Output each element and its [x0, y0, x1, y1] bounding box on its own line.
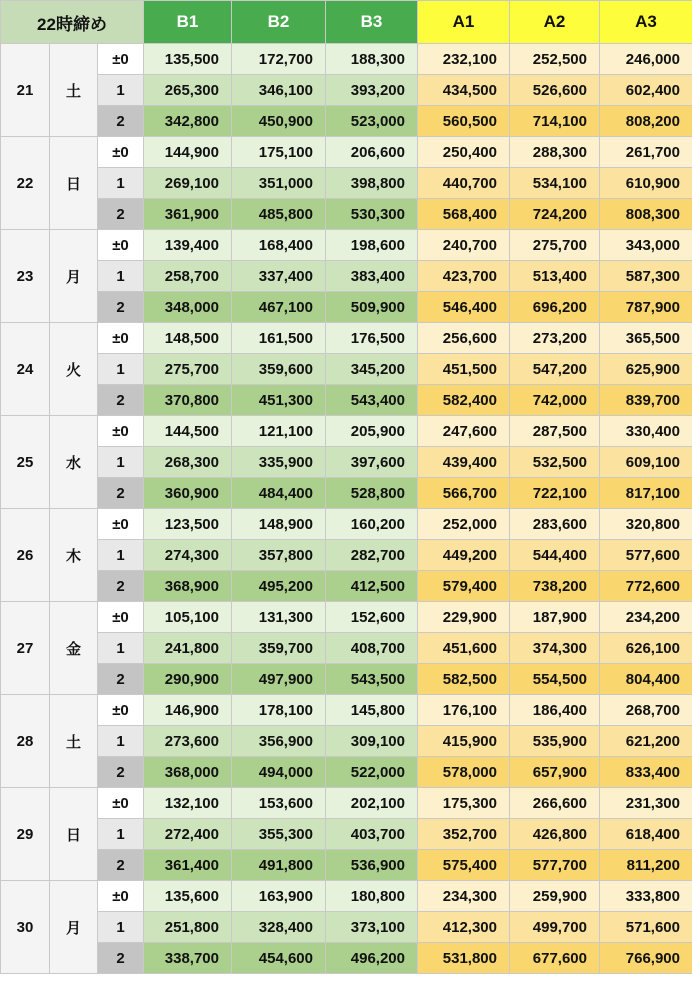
price-cell-a2[interactable]: 275,700 — [510, 230, 600, 261]
price-cell-b2[interactable]: 359,600 — [232, 354, 326, 385]
price-cell-a1[interactable]: 412,300 — [418, 912, 510, 943]
price-cell-a1[interactable]: 415,900 — [418, 726, 510, 757]
price-cell-b2[interactable]: 497,900 — [232, 664, 326, 695]
price-cell-b2[interactable]: 467,100 — [232, 292, 326, 323]
price-cell-b3[interactable]: 206,600 — [326, 137, 418, 168]
price-cell-b2[interactable]: 153,600 — [232, 788, 326, 819]
price-cell-b3[interactable]: 202,100 — [326, 788, 418, 819]
price-cell-a1[interactable]: 252,000 — [418, 509, 510, 540]
price-cell-b1[interactable]: 132,100 — [144, 788, 232, 819]
day-number-cell[interactable]: 21 — [1, 44, 50, 137]
level-cell[interactable]: ±0 — [98, 788, 144, 819]
level-cell[interactable]: ±0 — [98, 137, 144, 168]
table-row — [1, 943, 692, 974]
price-cell-b3[interactable]: 398,800 — [326, 168, 418, 199]
table-row — [1, 168, 692, 199]
level-cell[interactable]: ±0 — [98, 230, 144, 261]
price-cell-a2[interactable]: 532,500 — [510, 447, 600, 478]
price-cell-a2[interactable]: 554,500 — [510, 664, 600, 695]
price-cell-b3[interactable]: 523,000 — [326, 106, 418, 137]
price-cell-a2[interactable]: 426,800 — [510, 819, 600, 850]
column-header-b3[interactable]: B3 — [326, 1, 418, 44]
price-cell-a1[interactable]: 232,100 — [418, 44, 510, 75]
price-cell-a2[interactable]: 544,400 — [510, 540, 600, 571]
price-cell-a2[interactable]: 738,200 — [510, 571, 600, 602]
level-cell[interactable]: 1 — [98, 633, 144, 664]
price-cell-b3[interactable]: 205,900 — [326, 416, 418, 447]
price-cell-b3[interactable]: 536,900 — [326, 850, 418, 881]
price-cell-b2[interactable]: 491,800 — [232, 850, 326, 881]
day-number-cell[interactable]: 30 — [1, 881, 50, 974]
price-cell-b1[interactable]: 348,000 — [144, 292, 232, 323]
table-row — [1, 819, 692, 850]
price-cell-a2[interactable]: 186,400 — [510, 695, 600, 726]
price-cell-b2[interactable]: 454,600 — [232, 943, 326, 974]
table-row — [1, 633, 692, 664]
column-header-a3[interactable]: A3 — [600, 1, 692, 44]
table-row — [1, 788, 692, 819]
level-cell[interactable]: 1 — [98, 261, 144, 292]
price-cell-a3[interactable]: 610,900 — [600, 168, 692, 199]
price-cell-b3[interactable]: 530,300 — [326, 199, 418, 230]
price-cell-b2[interactable]: 351,000 — [232, 168, 326, 199]
price-cell-b1[interactable]: 123,500 — [144, 509, 232, 540]
price-cell-a1[interactable]: 434,500 — [418, 75, 510, 106]
table-body — [1, 44, 692, 974]
price-cell-b3[interactable]: 145,800 — [326, 695, 418, 726]
price-cell-a3[interactable]: 571,600 — [600, 912, 692, 943]
price-cell-b1[interactable]: 274,300 — [144, 540, 232, 571]
price-cell-a3[interactable]: 811,200 — [600, 850, 692, 881]
price-cell-b3[interactable]: 496,200 — [326, 943, 418, 974]
price-cell-b1[interactable]: 338,700 — [144, 943, 232, 974]
price-cell-b1[interactable]: 241,800 — [144, 633, 232, 664]
table-row — [1, 850, 692, 881]
column-header-b2[interactable]: B2 — [232, 1, 326, 44]
price-cell-b3[interactable]: 282,700 — [326, 540, 418, 571]
price-cell-a2[interactable]: 187,900 — [510, 602, 600, 633]
price-cell-a3[interactable]: 772,600 — [600, 571, 692, 602]
table-row — [1, 509, 692, 540]
price-cell-a1[interactable]: 531,800 — [418, 943, 510, 974]
price-cell-b2[interactable]: 337,400 — [232, 261, 326, 292]
price-cell-a1[interactable]: 568,400 — [418, 199, 510, 230]
table-row — [1, 106, 692, 137]
level-cell[interactable]: ±0 — [98, 881, 144, 912]
price-cell-a2[interactable]: 288,300 — [510, 137, 600, 168]
price-cell-a2[interactable]: 513,400 — [510, 261, 600, 292]
column-header-b1[interactable]: B1 — [144, 1, 232, 44]
price-cell-b3[interactable]: 373,100 — [326, 912, 418, 943]
price-cell-a1[interactable]: 440,700 — [418, 168, 510, 199]
level-cell[interactable]: ±0 — [98, 695, 144, 726]
price-cell-b2[interactable]: 121,100 — [232, 416, 326, 447]
price-cell-a2[interactable]: 273,200 — [510, 323, 600, 354]
weekday-cell[interactable]: 金 — [50, 602, 98, 695]
price-cell-b2[interactable]: 172,700 — [232, 44, 326, 75]
price-cell-b3[interactable]: 509,900 — [326, 292, 418, 323]
level-cell[interactable]: 1 — [98, 447, 144, 478]
price-cell-b3[interactable]: 152,600 — [326, 602, 418, 633]
level-cell[interactable]: 1 — [98, 912, 144, 943]
price-cell-a1[interactable]: 449,200 — [418, 540, 510, 571]
price-cell-b1[interactable]: 105,100 — [144, 602, 232, 633]
price-cell-a3[interactable]: 333,800 — [600, 881, 692, 912]
price-cell-b1[interactable]: 361,400 — [144, 850, 232, 881]
price-cell-b2[interactable]: 168,400 — [232, 230, 326, 261]
level-cell[interactable]: 2 — [98, 757, 144, 788]
day-number-cell[interactable]: 28 — [1, 695, 50, 788]
price-cell-b1[interactable]: 146,900 — [144, 695, 232, 726]
header-row — [1, 1, 692, 44]
price-cell-a1[interactable]: 234,300 — [418, 881, 510, 912]
price-cell-a1[interactable]: 451,500 — [418, 354, 510, 385]
price-cell-a3[interactable]: 261,700 — [600, 137, 692, 168]
price-cell-b2[interactable]: 178,100 — [232, 695, 326, 726]
level-cell[interactable]: ±0 — [98, 602, 144, 633]
table-row — [1, 540, 692, 571]
weekday-cell[interactable]: 土 — [50, 44, 98, 137]
weekday-cell[interactable]: 木 — [50, 509, 98, 602]
price-cell-a3[interactable]: 320,800 — [600, 509, 692, 540]
price-cell-b1[interactable]: 368,000 — [144, 757, 232, 788]
price-cell-a3[interactable]: 246,000 — [600, 44, 692, 75]
level-cell[interactable]: ±0 — [98, 44, 144, 75]
price-cell-a1[interactable]: 546,400 — [418, 292, 510, 323]
price-cell-a3[interactable]: 808,300 — [600, 199, 692, 230]
price-cell-a3[interactable]: 609,100 — [600, 447, 692, 478]
column-header-a2[interactable]: A2 — [510, 1, 600, 44]
closing-time-title[interactable]: 22時締め — [1, 1, 144, 44]
table-row — [1, 75, 692, 106]
price-cell-a1[interactable]: 566,700 — [418, 478, 510, 509]
price-cell-a2[interactable]: 724,200 — [510, 199, 600, 230]
price-cell-a3[interactable]: 625,900 — [600, 354, 692, 385]
level-cell[interactable]: ±0 — [98, 323, 144, 354]
price-cell-b3[interactable]: 309,100 — [326, 726, 418, 757]
price-cell-a3[interactable]: 808,200 — [600, 106, 692, 137]
price-cell-b2[interactable]: 356,900 — [232, 726, 326, 757]
table-row — [1, 199, 692, 230]
price-cell-a2[interactable]: 742,000 — [510, 385, 600, 416]
table-row — [1, 137, 692, 168]
price-cell-b3[interactable]: 180,800 — [326, 881, 418, 912]
price-cell-a3[interactable]: 766,900 — [600, 943, 692, 974]
column-header-a1[interactable]: A1 — [418, 1, 510, 44]
price-cell-a2[interactable]: 534,100 — [510, 168, 600, 199]
price-cell-b2[interactable]: 357,800 — [232, 540, 326, 571]
table-row — [1, 230, 692, 261]
price-cell-a3[interactable]: 231,300 — [600, 788, 692, 819]
price-cell-b2[interactable]: 451,300 — [232, 385, 326, 416]
day-number-cell[interactable]: 23 — [1, 230, 50, 323]
level-cell[interactable]: 2 — [98, 385, 144, 416]
level-cell[interactable]: 2 — [98, 943, 144, 974]
level-cell[interactable]: 1 — [98, 726, 144, 757]
price-cell-b2[interactable]: 450,900 — [232, 106, 326, 137]
price-cell-a3[interactable]: 804,400 — [600, 664, 692, 695]
level-cell[interactable]: 2 — [98, 478, 144, 509]
level-cell[interactable]: 1 — [98, 540, 144, 571]
price-cell-a1[interactable]: 175,300 — [418, 788, 510, 819]
price-cell-a3[interactable]: 833,400 — [600, 757, 692, 788]
table-row — [1, 602, 692, 633]
price-cell-a2[interactable]: 252,500 — [510, 44, 600, 75]
price-cell-a1[interactable]: 582,400 — [418, 385, 510, 416]
level-cell[interactable]: 1 — [98, 168, 144, 199]
price-cell-a1[interactable]: 250,400 — [418, 137, 510, 168]
price-cell-a2[interactable]: 526,600 — [510, 75, 600, 106]
price-cell-a2[interactable]: 374,300 — [510, 633, 600, 664]
price-cell-a3[interactable]: 817,100 — [600, 478, 692, 509]
price-cell-a2[interactable]: 696,200 — [510, 292, 600, 323]
price-cell-b3[interactable]: 403,700 — [326, 819, 418, 850]
price-cell-b1[interactable]: 268,300 — [144, 447, 232, 478]
price-cell-a3[interactable]: 602,400 — [600, 75, 692, 106]
day-number-cell[interactable]: 27 — [1, 602, 50, 695]
table-row — [1, 912, 692, 943]
price-cell-a1[interactable]: 582,500 — [418, 664, 510, 695]
day-number-cell[interactable]: 29 — [1, 788, 50, 881]
price-cell-b2[interactable]: 495,200 — [232, 571, 326, 602]
price-cell-a3[interactable]: 268,700 — [600, 695, 692, 726]
day-number-cell[interactable]: 24 — [1, 323, 50, 416]
price-cell-b2[interactable]: 148,900 — [232, 509, 326, 540]
level-cell[interactable]: 2 — [98, 292, 144, 323]
weekday-cell[interactable]: 日 — [50, 788, 98, 881]
price-cell-b3[interactable]: 383,400 — [326, 261, 418, 292]
price-cell-b3[interactable]: 198,600 — [326, 230, 418, 261]
weekday-cell[interactable]: 月 — [50, 881, 98, 974]
price-cell-a2[interactable]: 657,900 — [510, 757, 600, 788]
price-cell-b1[interactable]: 290,900 — [144, 664, 232, 695]
level-cell[interactable]: 2 — [98, 571, 144, 602]
price-cell-b2[interactable]: 484,400 — [232, 478, 326, 509]
table-row — [1, 385, 692, 416]
price-cell-a1[interactable]: 578,000 — [418, 757, 510, 788]
table-row — [1, 881, 692, 912]
price-cell-b1[interactable]: 368,900 — [144, 571, 232, 602]
price-cell-b1[interactable]: 361,900 — [144, 199, 232, 230]
price-cell-b2[interactable]: 328,400 — [232, 912, 326, 943]
price-cell-b3[interactable]: 188,300 — [326, 44, 418, 75]
price-cell-a1[interactable]: 352,700 — [418, 819, 510, 850]
price-cell-a1[interactable]: 439,400 — [418, 447, 510, 478]
price-cell-b2[interactable]: 485,800 — [232, 199, 326, 230]
price-cell-a2[interactable]: 499,700 — [510, 912, 600, 943]
price-cell-a3[interactable]: 839,700 — [600, 385, 692, 416]
price-cell-b1[interactable]: 135,600 — [144, 881, 232, 912]
price-cell-a3[interactable]: 787,900 — [600, 292, 692, 323]
price-cell-b1[interactable]: 258,700 — [144, 261, 232, 292]
table-row — [1, 757, 692, 788]
price-cell-b1[interactable]: 370,800 — [144, 385, 232, 416]
price-cell-a2[interactable]: 577,700 — [510, 850, 600, 881]
price-cell-b3[interactable]: 408,700 — [326, 633, 418, 664]
price-cell-b3[interactable]: 522,000 — [326, 757, 418, 788]
table-row — [1, 571, 692, 602]
price-cell-a1[interactable]: 247,600 — [418, 416, 510, 447]
price-cell-b1[interactable]: 148,500 — [144, 323, 232, 354]
table-row — [1, 261, 692, 292]
level-cell[interactable]: ±0 — [98, 416, 144, 447]
table-row — [1, 323, 692, 354]
price-cell-b2[interactable]: 131,300 — [232, 602, 326, 633]
price-cell-a2[interactable]: 722,100 — [510, 478, 600, 509]
day-number-cell[interactable]: 26 — [1, 509, 50, 602]
price-cell-b2[interactable]: 355,300 — [232, 819, 326, 850]
level-cell[interactable]: 1 — [98, 354, 144, 385]
price-cell-a2[interactable]: 266,600 — [510, 788, 600, 819]
level-cell[interactable]: 2 — [98, 106, 144, 137]
price-cell-b1[interactable]: 139,400 — [144, 230, 232, 261]
price-cell-b3[interactable]: 528,800 — [326, 478, 418, 509]
price-cell-a1[interactable]: 176,100 — [418, 695, 510, 726]
price-cell-b2[interactable]: 359,700 — [232, 633, 326, 664]
table-row — [1, 44, 692, 75]
price-cell-a2[interactable]: 677,600 — [510, 943, 600, 974]
price-cell-a1[interactable]: 579,400 — [418, 571, 510, 602]
price-cell-a3[interactable]: 577,600 — [600, 540, 692, 571]
price-cell-b3[interactable]: 397,600 — [326, 447, 418, 478]
price-cell-a2[interactable]: 287,500 — [510, 416, 600, 447]
price-cell-a1[interactable]: 256,600 — [418, 323, 510, 354]
price-cell-b1[interactable]: 251,800 — [144, 912, 232, 943]
price-cell-a2[interactable]: 283,600 — [510, 509, 600, 540]
price-cell-b2[interactable]: 161,500 — [232, 323, 326, 354]
table-row — [1, 354, 692, 385]
price-cell-a3[interactable]: 621,200 — [600, 726, 692, 757]
price-cell-a3[interactable]: 618,400 — [600, 819, 692, 850]
day-number-cell[interactable]: 25 — [1, 416, 50, 509]
price-cell-b1[interactable]: 273,600 — [144, 726, 232, 757]
price-cell-a3[interactable]: 343,000 — [600, 230, 692, 261]
price-cell-b1[interactable]: 135,500 — [144, 44, 232, 75]
price-cell-a1[interactable]: 229,900 — [418, 602, 510, 633]
weekday-cell[interactable]: 水 — [50, 416, 98, 509]
price-cell-a1[interactable]: 560,500 — [418, 106, 510, 137]
price-cell-b3[interactable]: 412,500 — [326, 571, 418, 602]
price-cell-b1[interactable]: 272,400 — [144, 819, 232, 850]
price-cell-b1[interactable]: 144,900 — [144, 137, 232, 168]
table-row — [1, 726, 692, 757]
table-row — [1, 695, 692, 726]
price-cell-b1[interactable]: 360,900 — [144, 478, 232, 509]
price-cell-a2[interactable]: 259,900 — [510, 881, 600, 912]
price-cell-b3[interactable]: 176,500 — [326, 323, 418, 354]
level-cell[interactable]: 2 — [98, 199, 144, 230]
price-cell-b2[interactable]: 335,900 — [232, 447, 326, 478]
price-cell-a3[interactable]: 587,300 — [600, 261, 692, 292]
day-number-cell[interactable]: 22 — [1, 137, 50, 230]
price-cell-a3[interactable]: 365,500 — [600, 323, 692, 354]
price-cell-b3[interactable]: 393,200 — [326, 75, 418, 106]
price-cell-b2[interactable]: 175,100 — [232, 137, 326, 168]
weekday-cell[interactable]: 月 — [50, 230, 98, 323]
table-row — [1, 478, 692, 509]
table-row — [1, 416, 692, 447]
price-cell-b1[interactable]: 275,700 — [144, 354, 232, 385]
price-cell-b1[interactable]: 144,500 — [144, 416, 232, 447]
price-cell-a3[interactable]: 234,200 — [600, 602, 692, 633]
price-cell-a2[interactable]: 535,900 — [510, 726, 600, 757]
price-cell-b2[interactable]: 163,900 — [232, 881, 326, 912]
price-cell-b1[interactable]: 265,300 — [144, 75, 232, 106]
table-row — [1, 664, 692, 695]
price-cell-b3[interactable]: 345,200 — [326, 354, 418, 385]
price-cell-b1[interactable]: 269,100 — [144, 168, 232, 199]
table-row — [1, 447, 692, 478]
price-cell-a2[interactable]: 547,200 — [510, 354, 600, 385]
price-cell-a1[interactable]: 240,700 — [418, 230, 510, 261]
price-cell-b3[interactable]: 160,200 — [326, 509, 418, 540]
price-cell-a3[interactable]: 626,100 — [600, 633, 692, 664]
weekday-cell[interactable]: 火 — [50, 323, 98, 416]
level-cell[interactable]: ±0 — [98, 509, 144, 540]
price-cell-a1[interactable]: 575,400 — [418, 850, 510, 881]
table-row — [1, 292, 692, 323]
price-cell-b3[interactable]: 543,500 — [326, 664, 418, 695]
weekday-cell[interactable]: 土 — [50, 695, 98, 788]
price-cell-b2[interactable]: 494,000 — [232, 757, 326, 788]
price-cell-b1[interactable]: 342,800 — [144, 106, 232, 137]
level-cell[interactable]: 2 — [98, 664, 144, 695]
level-cell[interactable]: 1 — [98, 819, 144, 850]
price-cell-a2[interactable]: 714,100 — [510, 106, 600, 137]
price-cell-a3[interactable]: 330,400 — [600, 416, 692, 447]
price-cell-b3[interactable]: 543,400 — [326, 385, 418, 416]
price-cell-a1[interactable]: 423,700 — [418, 261, 510, 292]
level-cell[interactable]: 1 — [98, 75, 144, 106]
price-cell-a1[interactable]: 451,600 — [418, 633, 510, 664]
price-cell-b2[interactable]: 346,100 — [232, 75, 326, 106]
weekday-cell[interactable]: 日 — [50, 137, 98, 230]
level-cell[interactable]: 2 — [98, 850, 144, 881]
